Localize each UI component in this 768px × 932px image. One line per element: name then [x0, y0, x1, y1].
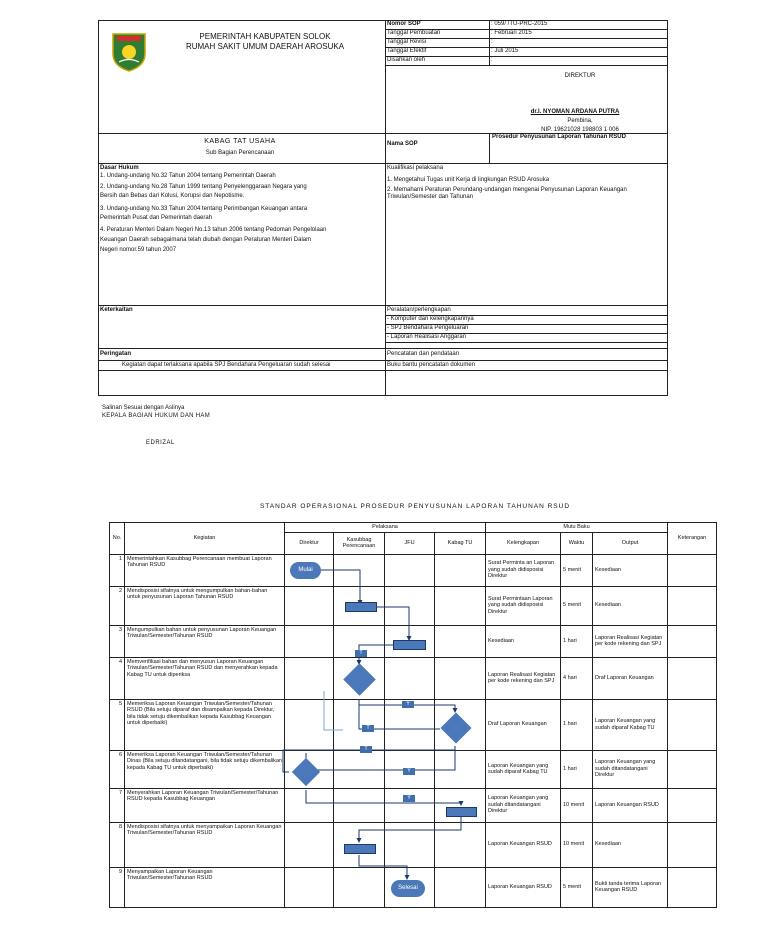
- pencatatan-title: Pencatatan dan pendataan: [387, 351, 460, 357]
- field-efektif-label: Tanggal Efektif: [387, 48, 427, 54]
- field-revisi-value: :: [491, 39, 493, 45]
- field-pembuatan-value: : Februari 2015: [491, 30, 532, 36]
- approver-title: DIREKTUR: [564, 73, 596, 79]
- col-waktu: Waktu: [561, 532, 593, 554]
- step-waktu: 1 hari: [561, 625, 593, 657]
- unit-title: KABAG TAT USAHA: [204, 138, 276, 145]
- step-output: Laporan Keuangan yang sudah ditandatangani Direktur: [593, 750, 668, 788]
- step-waktu: 1 hari: [561, 750, 593, 788]
- pencatatan-text: Buku bantu pencatatan dokumen: [387, 362, 476, 368]
- step-no: 6: [110, 750, 125, 788]
- step-kegiatan: Mendisposisi sifatnya untuk mengumpulkan bahan-bahan untuk penyusunan Laporan Tahunan RSUD: [125, 586, 285, 625]
- peringatan-title: Peringatan: [100, 351, 132, 357]
- step-kegiatan: Memverifikasi bahan dan menyusun Laporan Keuangan Triwulan/Semester/Tahunan RSUD dan menyerahkan kepada Kabag TU untuk diperiksa: [125, 657, 285, 699]
- dasar-hukum-4: 3. Undang-undang No.33 Tahun 2004 tentang Perimbangan Keuangan antara: [100, 206, 308, 212]
- col-kabag: Kabag TU: [435, 532, 486, 554]
- header-government: PEMERINTAH KABUPATEN SOLOK: [199, 32, 331, 41]
- subunit-title: Sub Bagian Perencanaan: [205, 150, 275, 156]
- step-kegiatan: Memeriksa Laporan Keuangan Triwulan/Semester/Tahunan RSUD (Bila setuju diparaf dan disampaikan kepada Direktur, bila tidak setuju dikembalikan kepada Kasubbag Keuangan untuk diperbaiki): [125, 699, 285, 750]
- step-kegiatan: Menyerahkan Laporan Keuangan Triwulan/Semester/Tahunan RSUD kepada Kasubbag Keuangan: [125, 788, 285, 822]
- col-kelengkapan: Kelengkapan: [486, 532, 561, 554]
- col-kegiatan: Kegiatan: [125, 523, 285, 555]
- col-no: No.: [110, 523, 125, 555]
- y-label-text: Y: [407, 768, 411, 774]
- step-output: Bukti tanda terima Laporan Keuangan RSUD: [593, 867, 668, 907]
- signature-name: EDRIZAL: [146, 440, 175, 446]
- col-direktur: Direktur: [285, 532, 334, 554]
- col-mutu: Mutu Baku: [486, 523, 668, 533]
- end-label: Selesai: [398, 885, 418, 891]
- step-output: Laporan Keuangan yang sudah diparaf Kabag TU: [593, 699, 668, 750]
- step-kegiatan: Menyampaikan Laporan Keuangan Triwulan/Semester/Tahunan RSUD: [125, 867, 285, 907]
- step-output: Draf Laporan Keuangan: [593, 657, 668, 699]
- field-pembuatan-label: Tanggal Pembuatan: [387, 30, 441, 36]
- peralatan-1: - Komputer dan kelengkapannya: [387, 316, 474, 322]
- keterkaitan-title: Keterkaitan: [100, 307, 133, 313]
- col-output: Output: [593, 532, 668, 554]
- step-no: 7: [110, 788, 125, 822]
- dasar-hukum-2: 2. Undang-undang No.28 Tahun 1999 tentang Penyelenggaraan Negara yang: [100, 184, 307, 190]
- field-nomor-label: Nomor SOP: [387, 21, 421, 27]
- field-disahkan-label: Disahkan oleh: [387, 57, 426, 63]
- kualifikasi-title: Kualifikasi pelaksana: [387, 165, 444, 171]
- start-terminator: [290, 562, 321, 579]
- step-output: Kesediaan: [593, 586, 668, 625]
- step-kelengkapan: Surat Permintaan Laporan yang sudah didisposisi Direktur: [486, 586, 561, 625]
- step-kegiatan: Mendisposisi sifatnya untuk menyampaikan Laporan Keuangan Triwulan/Semester/Tahunan RSUD: [125, 822, 285, 867]
- step-no: 8: [110, 822, 125, 867]
- t-label-text: T: [359, 650, 363, 656]
- peralatan-2: - SPJ Bendahara Pengeluaran: [387, 325, 469, 331]
- y-label-7: [403, 795, 415, 802]
- step-kelengkapan: Laporan Keuangan yang sudah ditandatangani Direktur: [486, 788, 561, 822]
- t-label-6: [360, 746, 372, 753]
- flow-title: STANDAR OPERASIONAL PROSEDUR PENYUSUNAN LAPORAN TAHUNAN RSUD: [259, 503, 571, 510]
- sop-name-label: Nama SOP: [387, 141, 418, 147]
- t-label-text: T: [366, 725, 370, 731]
- step-no: 2: [110, 586, 125, 625]
- field-efektif-value: : Juli 2015: [491, 48, 519, 54]
- kualifikasi-1: 1. Mengetahui Tugas unit Kerja di lingkungan RSUD Arosuka: [387, 177, 550, 183]
- y-label-6: [403, 768, 415, 775]
- step-output: Laporan Realisasi Kegiatan per kode rekening dan SPJ: [593, 625, 668, 657]
- step-no: 1: [110, 554, 125, 586]
- step-kelengkapan: Laporan Keuangan RSUD: [486, 822, 561, 867]
- start-label: Mulai: [298, 567, 313, 573]
- peringatan-text: Kegiatan dapat terlaksana apabila SPJ Bendahara Pengeluaran sudah selesai: [122, 362, 331, 368]
- kualifikasi-2: 2. Memahami Peraturan Perundang-undangan mengenai Penyusunan Laporan Keuangan: [387, 187, 627, 193]
- dasar-hukum-3: Bersih dan Bebas dari Kolusi, Korupsi dan Nepotisme.: [100, 193, 245, 199]
- t-label-text: T: [364, 746, 368, 752]
- step-output: Kesediaan: [593, 822, 668, 867]
- step-no: 3: [110, 625, 125, 657]
- header-hospital: RUMAH SAKIT UMUM DAERAH AROSUKA: [185, 42, 345, 51]
- step-kelengkapan: Draf Laporan Keuangan: [486, 699, 561, 750]
- col-kasubbag: Kasubbag Perencanaan: [334, 532, 385, 554]
- y-label-4: [402, 701, 414, 708]
- step-output: Laporan Keuangan RSUD: [593, 788, 668, 822]
- dasar-hukum-5: Pemerintah Pusat dan Pemerintah daerah: [100, 215, 213, 221]
- step-waktu: 5 menit: [561, 586, 593, 625]
- peralatan-3: - Laporan Realisasi Anggaran: [387, 334, 467, 340]
- process-box-8: [344, 844, 376, 854]
- kualifikasi-3: Triwulan/Semester dan Tahunan: [387, 194, 474, 200]
- process-box-2: [345, 602, 377, 612]
- step-output: Kesediaan: [593, 554, 668, 586]
- field-disahkan-value: :: [491, 57, 493, 63]
- process-box-7: [446, 807, 477, 817]
- step-no: 9: [110, 867, 125, 907]
- peralatan-title: Peralatan/perlengkapan: [387, 307, 451, 313]
- field-nomor-value: : 059/ /TU-PRC-2015: [491, 21, 548, 27]
- t-label-5: [362, 725, 374, 732]
- dasar-hukum-8: Negeri nomor.59 tahun 2007: [100, 247, 177, 253]
- signature-line1: Salinan Sesuai dengan Aslinya: [102, 405, 185, 411]
- approver-nip: NIP. 19621028 198803 1 006: [541, 127, 619, 133]
- approver-rank: Pembina,: [567, 118, 593, 124]
- step-kegiatan: Memeriksa Laporan Keuangan Triwulan/Semester/Tahunan Dinas (Bila setuju ditandatangani, bila tidak setuju dikembalikan kepada Kabag TU untuk diperbaiki): [125, 750, 285, 788]
- dasar-hukum-1: 1. Undang-undang No.32 Tahun 2004 tentang Pemerintah Daerah: [100, 173, 276, 179]
- step-kegiatan: Memerintahkan Kasubbag Perencanaan membuat Laporan Tahunan RSUD: [125, 554, 285, 586]
- y-label-text: Y: [406, 701, 410, 707]
- col-jfu: JFU: [385, 532, 435, 554]
- signature-line2: KEPALA BAGIAN HUKUM DAN HAM: [102, 413, 211, 419]
- step-waktu: 5 menit: [561, 554, 593, 586]
- y-label-text: Y: [407, 795, 411, 801]
- step-waktu: 1 hari: [561, 699, 593, 750]
- col-pelaksana: Pelaksana: [285, 523, 486, 533]
- step-waktu: 4 hari: [561, 657, 593, 699]
- step-no: 5: [110, 699, 125, 750]
- t-label-3: [355, 650, 367, 657]
- field-revisi-label: Tanggal Revisi: [387, 39, 427, 45]
- step-kegiatan: Mengumpulkan bahan untuk penyusunan Laporan Keuangan Triwulan/Semester/Tahunan RSUD: [125, 625, 285, 657]
- step-waktu: 10 menit: [561, 822, 593, 867]
- step-kelengkapan: Laporan Keuangan RSUD: [486, 867, 561, 907]
- process-box-3: [393, 640, 426, 650]
- approver-name: dr.I. NYOMAN ARDANA PUTRA: [530, 109, 620, 115]
- dasar-hukum-title: Dasar Hukum: [100, 165, 139, 171]
- col-keterangan: Keterangan: [668, 523, 717, 555]
- end-terminator: [391, 880, 425, 897]
- step-no: 4: [110, 657, 125, 699]
- step-waktu: 5 menit: [561, 867, 593, 907]
- step-kelengkapan: Kesediaan: [486, 625, 561, 657]
- step-waktu: 10 menit: [561, 788, 593, 822]
- sop-name: Prosedur Penyusunan Laporan Tahunan RSUD: [492, 134, 626, 140]
- step-kelengkapan: Surat Perminta an Laporan yang sudah didisposisi Direktur: [486, 554, 561, 586]
- step-kelengkapan: Laporan Keuangan yang sudah diparaf Kabag TU: [486, 750, 561, 788]
- dasar-hukum-7: Keuangan Daerah sebagaimana telah diubah dengan Peraturan Menteri Dalam: [100, 237, 312, 243]
- step-kelengkapan: Laporan Realisasi Kegiatan per kode rekening dan SPJ: [486, 657, 561, 699]
- dasar-hukum-6: 4. Peraturan Menteri Dalam Negeri No.13 tahun 2006 tentang Pedoman Pengelolaan: [100, 227, 327, 233]
